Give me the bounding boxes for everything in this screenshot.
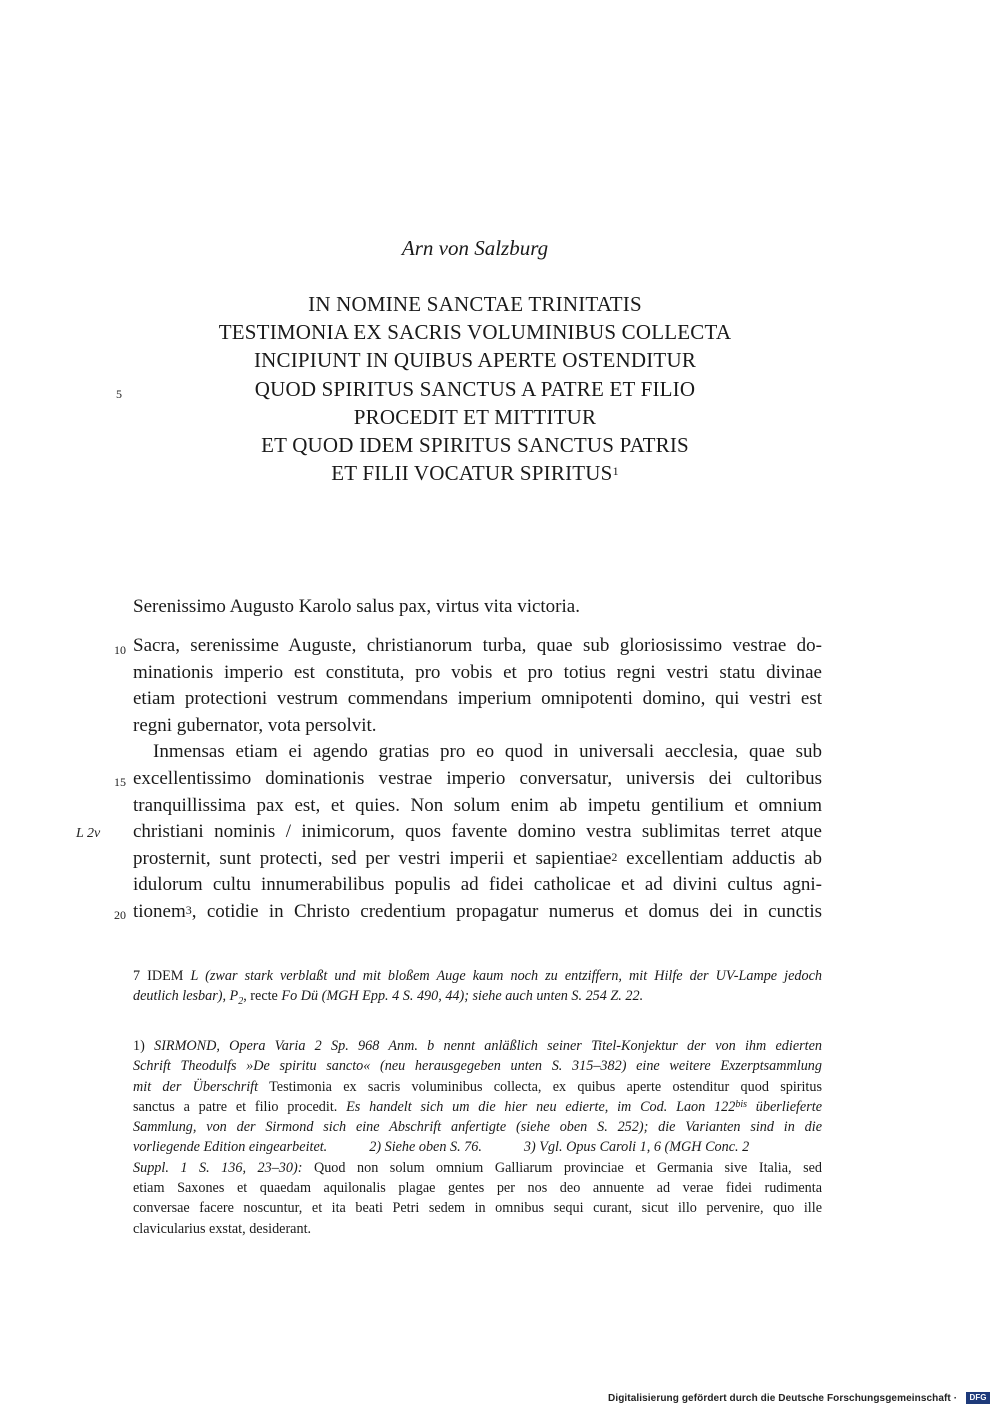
text-line: idulorum cultu innumerabilibus populis ad fidei catholicae et ad divini cultus agni-: [133, 874, 822, 896]
apparatus-line: deutlich lesbar), $P_2$, recte Fo Dü (MGH Epp. 4 S. 490, 44); siehe auch unten S. 254 Z. 22.: [133, 988, 644, 1007]
title-line: TESTIMONIA EX SACRIS VOLUMINIBUS COLLECTA: [218, 320, 732, 345]
text-line: Inmensas etiam ei agendo gratias pro eo quod in universali aecclesia, quae sub: [153, 741, 822, 763]
title-line: INCIPIUNT IN QUIBUS APERTE OSTENDITUR: [253, 348, 697, 373]
title-line: ET QUOD IDEM SPIRITUS SANCTUS PATRIS: [261, 433, 689, 458]
footnote-line: Sammlung, von der Sirmond sich eine Abschrift anfertigte (siehe oben S. 252); die Varianten sind in die: [133, 1119, 822, 1136]
title-line: QUOD SPIRITUS SANCTUS A PATRE ET FILIO: [254, 376, 696, 401]
main-text: [133, 633, 822, 926]
critical-apparatus: [133, 966, 822, 1012]
line-number-5: 5: [116, 387, 122, 401]
text-line: regni gubernator, vota persolvit.: [133, 714, 377, 736]
text-line: prosternit, sunt protecti, sed per vestri imperii et sapientiae$^2$ excellentiam adductis ab: [133, 847, 822, 869]
line-number-10: 10: [114, 643, 126, 657]
footnote-line: Suppl. 1 S. 136, 23–30): Quod non solum omnium Galliarum provinciae et Germania sive Italia, sed: [133, 1159, 822, 1176]
author-heading: Arn von Salzburg: [401, 236, 549, 260]
digitization-credit: Digitalisierung gefördert durch die Deutsche Forschungsgemeinschaft ·: [608, 1393, 958, 1404]
line-number-15: 15: [114, 775, 126, 789]
work-title: [130, 290, 820, 487]
footnote-ref: 1: [612, 464, 619, 479]
salutation: Serenissimo Augusto Karolo salus pax, virtus vita victoria.: [133, 596, 580, 617]
footnote-ref: 3: [185, 902, 192, 917]
text-line: excellentissimo dominationis vestrae imperio conversatur, universis dei cultoribus: [133, 767, 822, 789]
text-line: christiani nominis / inimicorum, quos favente domino vestra sublimitas terret atque: [133, 821, 822, 843]
title-line: ET FILII VOCATUR SPIRITUS$^1$: [331, 461, 619, 486]
footnote-line: 1) SIRMOND, Opera Varia 2 Sp. 968 Anm. b nennt anläßlich seiner Titel-Konjektur der von ihm edierten: [133, 1038, 822, 1054]
line-number-20: 20: [114, 908, 126, 922]
footnote-line: sanctus a patre et filio procedit. Es handelt sich um die hier neu edierte, im Cod. Laon $122^{bis}$ überlieferte: [133, 1098, 822, 1115]
footnote-line: clavicularius exstat, desiderant.: [133, 1220, 312, 1237]
text-line: Sacra, serenissime Auguste, christianorum turba, quae sub gloriosissimo vestrae do-: [133, 635, 822, 656]
title-line: IN NOMINE SANCTAE TRINITATIS: [308, 292, 642, 316]
text-line: etiam protectioni vestrum commendans imperium omnipotenti domino, qui vestri est: [133, 688, 822, 710]
title-line: PROCEDIT ET MITTITUR: [353, 404, 597, 429]
apparatus-line: 7 IDEM L (zwar stark verblaßt und mit bloßem Auge kaum noch zu entziffern, mit Hilfe der UV-Lampe jedoch: [133, 968, 822, 984]
margin-folio-note: L 2v: [76, 826, 101, 841]
footnote-line: Schrift Theodulfs »De spiritu sancto« (neu herausgegeben unten S. 315–382) eine weitere Exzerptsammlung: [133, 1058, 822, 1075]
footnote-line: vorliegende Edition eingearbeitet. 2) Siehe oben S. 76. 3) Vgl. Opus Caroli 1, 6 (MGH Conc. 2: [133, 1139, 750, 1156]
text-line: tranquillissima pax est, et quies. Non solum enim ab impetu gentilium et omnium: [133, 794, 822, 816]
text-line: tionem$^3$, cotidie in Christo credentium propagatur numerus et domus dei in cunctis: [133, 900, 822, 922]
footnote-ref: 2: [611, 849, 618, 864]
footnote-line: mit der Überschrift Testimonia ex sacris voluminibus collecta, ex quibus aperte ostenditur quod spiritus: [133, 1078, 822, 1095]
footnote-line: etiam Saxones et quaedam aquilonalis plagae gentes per nos deo annuente ad verae fidei rudimenta: [133, 1180, 822, 1197]
dfg-logo: DFG: [966, 1392, 990, 1404]
text-line: minationis imperio est constituta, pro vobis et pro totius regni vestri statu divinae: [133, 661, 822, 683]
footnotes: [133, 1036, 822, 1239]
footnote-line: conversae facere noscuntur, et ita beati Petri sedem in omnibus sequi curant, sicut illo pervenire, quo ille: [133, 1200, 822, 1217]
